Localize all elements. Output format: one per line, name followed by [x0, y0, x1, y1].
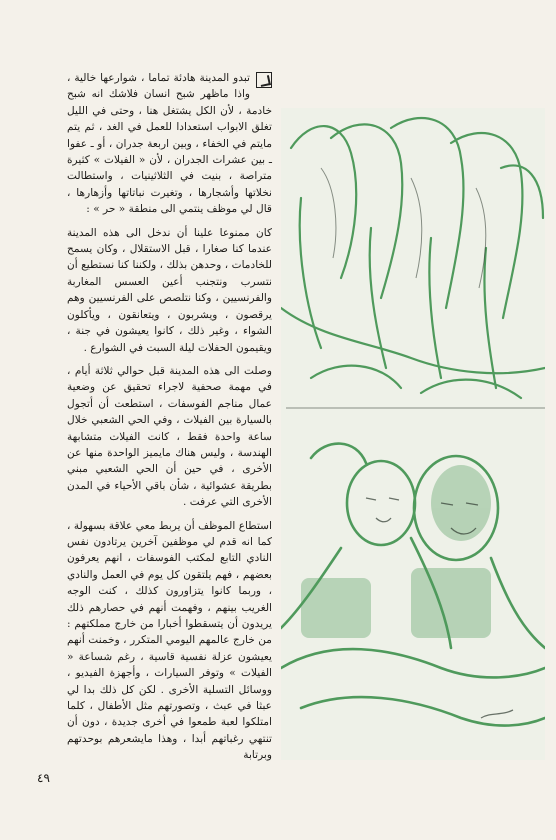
article-text-column — [67, 70, 272, 771]
page-number: ٤٩ — [37, 771, 50, 785]
article-paragraph-4: استطاع الموظف أن يربط معي علاقة بسهولة ، كما انه قدم لي موظفين آخرين يرتادون نفس النادي التابع لمكتب الفوسفات ، انهم يعرفون بعضهم ، فهم يلتقون كل يوم في العمل والنادي ، وربما كانوا يتزاورون كذلك ، كنت الوجه الغريب بينهم ، وفهمت أنهم في حصارهم ذلك يريدون أن يتسقطوا أخبارا من خارج مملكتهم : من خارج عالمهم اليومي المتكرر ، وخمنت أنهم يعيشون عزلة نفسية قاسية ، رغم شساعة « الفيلات » وتوفر السيارات ، وأجهزة الفيديو ، ووسائل التسلية الأخرى . لكن كل ذلك بدا لي عبثا في عبث ، وتصورتهم مثل الأطفال ، كلما امتلكوا لعبة طمعوا في أخرى جديدة ، دون أن تنتهي رغباتهم أبدا ، وهذا مايشعرهم بوحدتهم وبرتابة — [67, 519, 272, 762]
green-sketch-drawing — [281, 108, 545, 760]
sketch-illustration — [281, 108, 545, 760]
article-paragraph-2: كان ممنوعا علينا أن ندخل الى هذه المدينة عندما كنا صغارا ، قبل الاستقلال ، وكان يسمح للخادمات ، وحدهن بذلك ، ولكننا كنا نستطيع أن نتسرب ونتجنب أعين العسس المغاربة والفرنسيين ، وكنا نتلصص على الفرنسيين وهم يرقصون ، ويشربون ، ويتعانقون ، ويأكلون الشواء ، وغير ذلك ، كانوا يعيشون في جنة ، ويقيمون الحفلات ليلة السبت في الشوارع . — [67, 226, 272, 354]
section-marker-icon — [256, 72, 272, 88]
article-paragraph-1 — [67, 70, 272, 218]
paragraph-text: تبدو المدينة هادئة تماما ، شوارعها خالية ، واذا ماظهر شبح انسان فلاشك انه شبح خادمة ، لأن الكل يشتغل هنا ، وحتى في الليل تغلق الابواب استعدادا للعمل في الغد ، ثم يتم مايتم في الخفاء ، وبين اربعة جدران ، أو ـ عفوا ـ بين عشرات الجدران ، لأن « الفيلات » كثيرة متراصة ، بنيت في الثلاثينيات ، واستطالت نخلاتها وأشجارها ، وتغيرت نباتاتها وأزهارها ، قال لي موظف ينتمي الى منطقة « حر » : — [67, 72, 272, 216]
article-paragraph-3: وصلت الى هذه المدينة قبل حوالي ثلاثة أيام ، في مهمة صحفية لاجراء تحقيق عن وضعية عمال مناجم الفوسفات ، استطعت أن أتجول بالسيارة بين الفيلات ، وفي الحي الشعبي خلال ساعة واحدة فقط ، كانت الفيلات متشابهة الهندسة ، وليس هناك مايميز الواحدة منها عن الأخرى ، في حين أن الحي الشعبي مبني بطريقة عشوائية ، شأن باقي الأحياء في المدن الأخرى التي عرفت . — [67, 364, 272, 509]
